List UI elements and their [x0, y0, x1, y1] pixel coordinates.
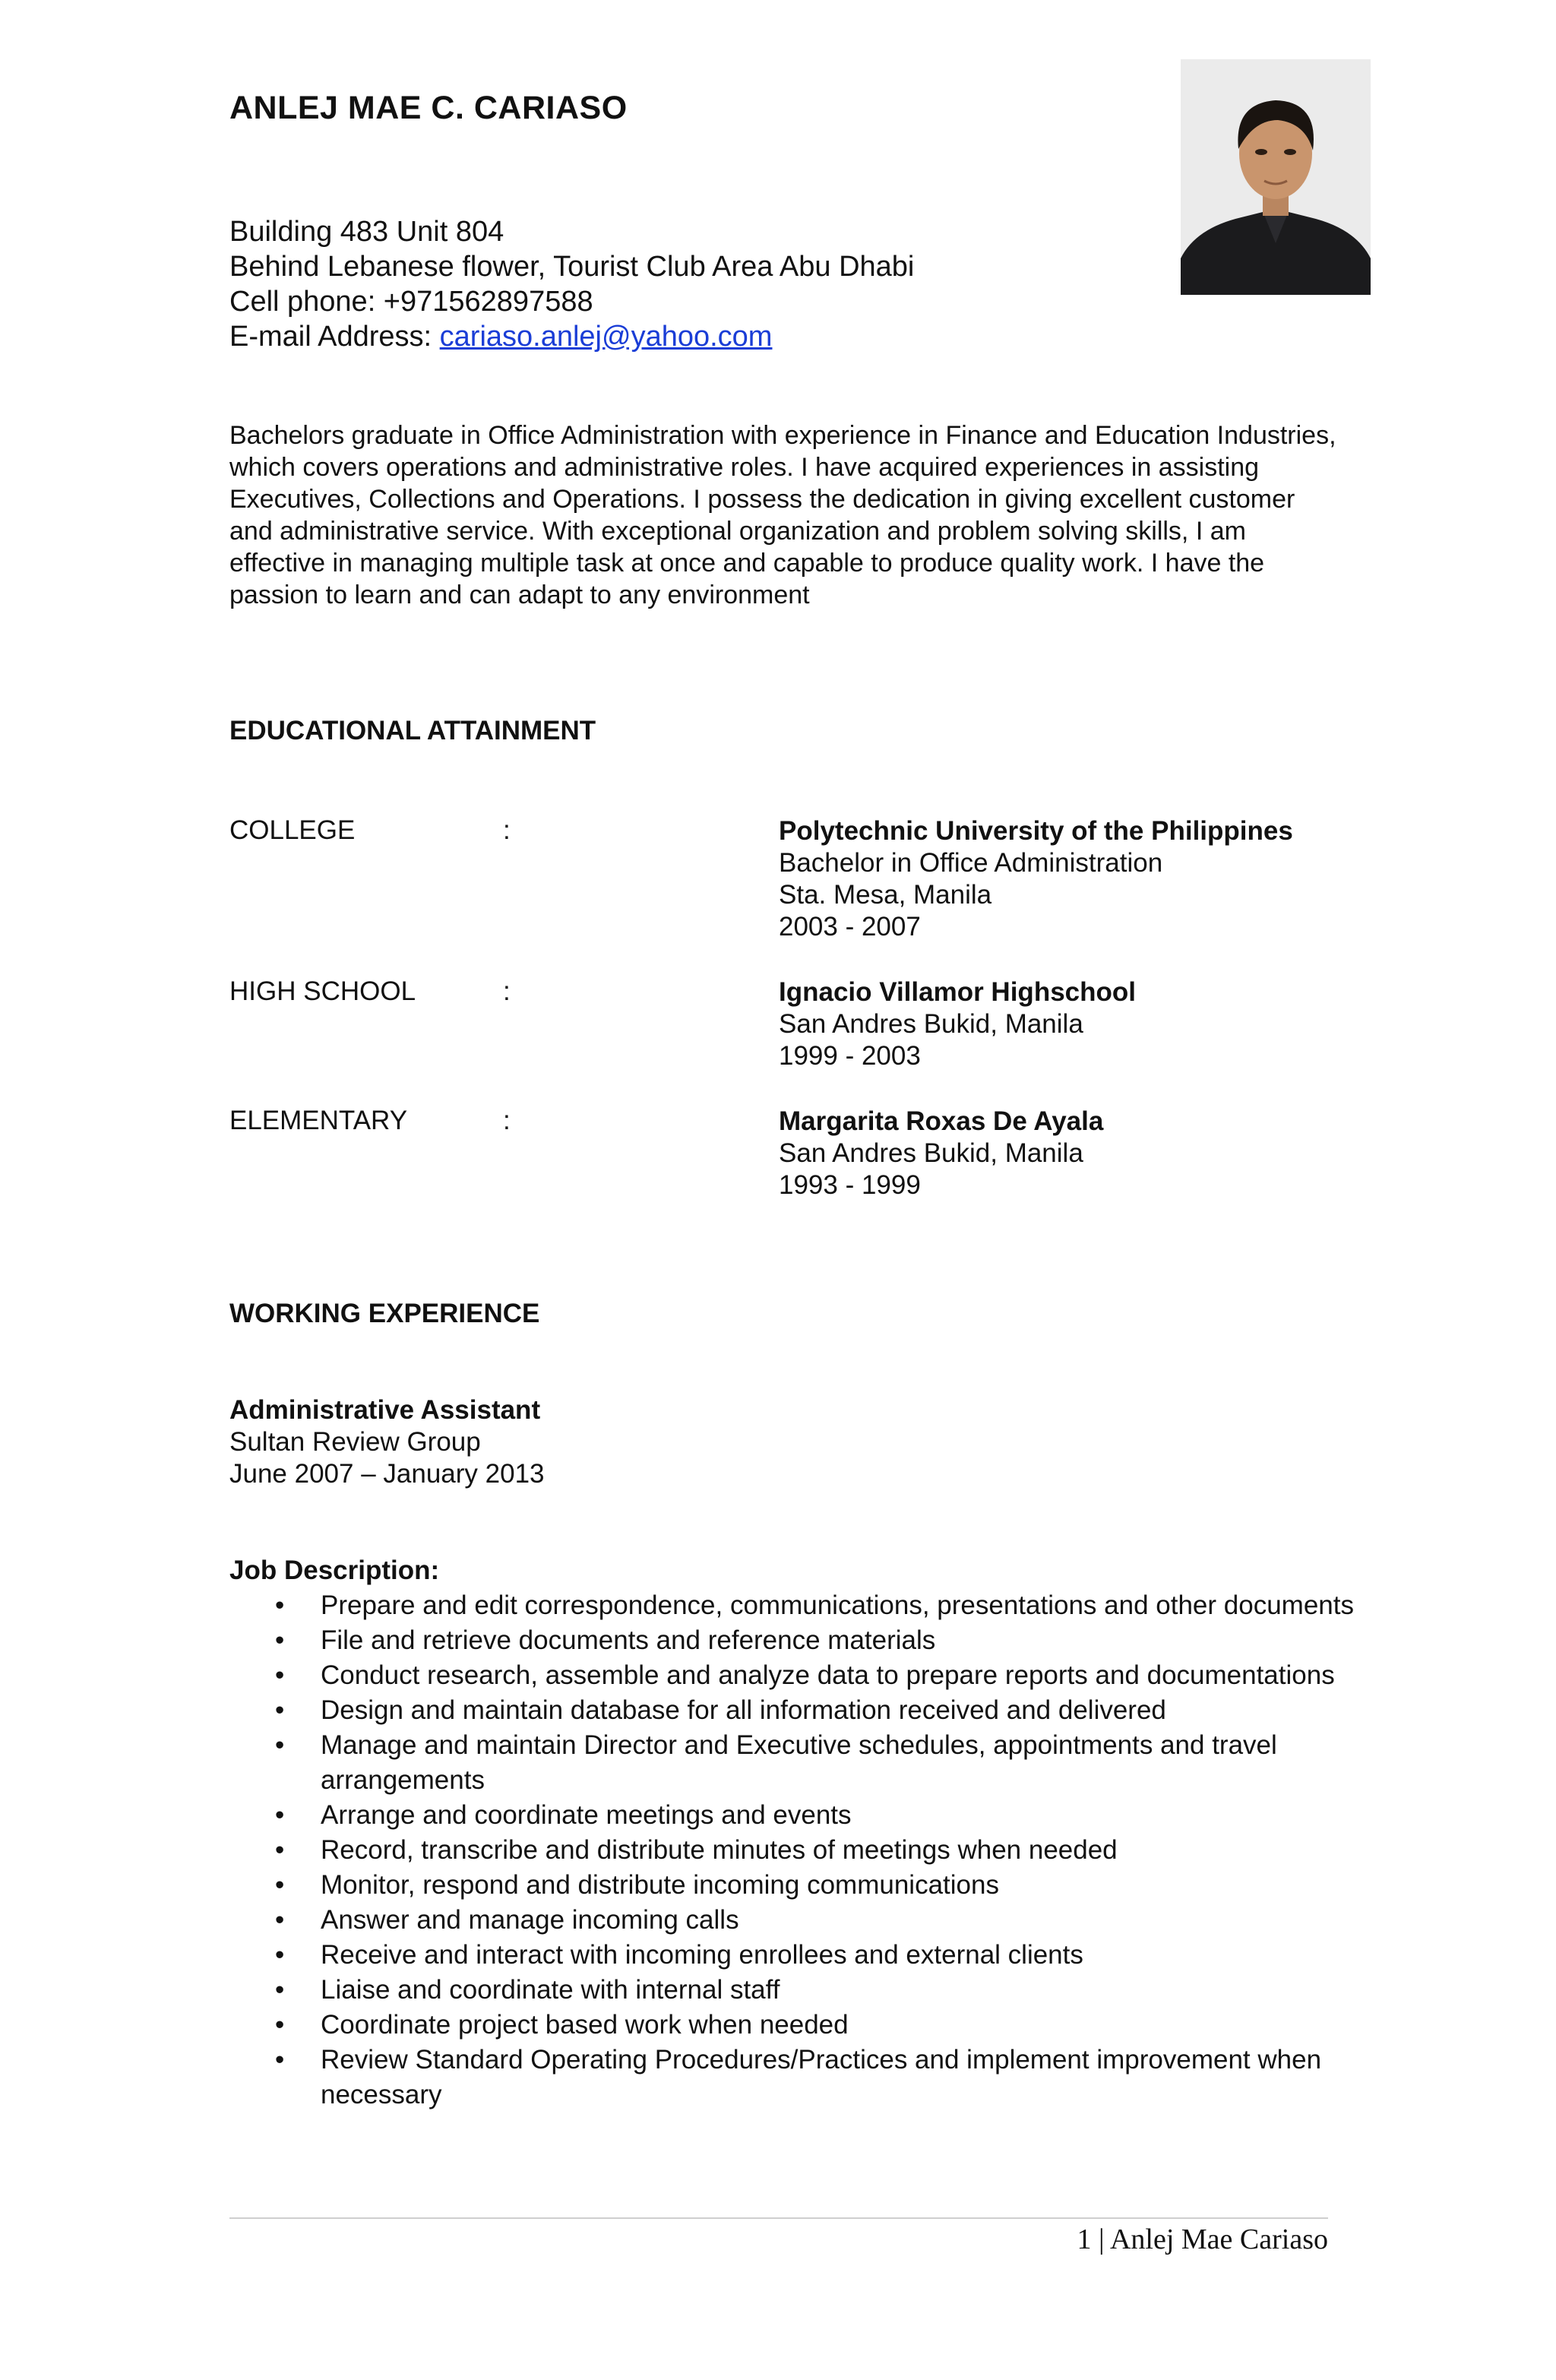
professional-summary: Bachelors graduate in Office Administration with experience in Finance and Education Industries, which covers operations and administrative roles. I have acquired experiences in assisting Executives, Collections and Operations. I possess the dedication in giving excellent customer and administrative service. With exceptional organization and problem solving skills, I am effective in managing multiple task at once and capable to produce quality work. I have the passion to learn and can adapt to any environment: [229, 421, 1336, 609]
list-item: • Receive and interact with incoming enrollees and external clients: [229, 1938, 1354, 1973]
profile-photo: [1181, 59, 1371, 295]
address-line-1: Building 483 Unit 804: [229, 216, 504, 248]
education-colon: :: [503, 976, 511, 1006]
education-colon: :: [503, 815, 511, 845]
bullet-icon: •: [275, 1835, 285, 1865]
school-detail: Sta. Mesa, Manila: [779, 880, 992, 910]
address-line-2: Behind Lebanese flower, Tourist Club Area Abu Dhabi: [229, 251, 915, 283]
education-level-elementary: ELEMENTARY: [229, 1106, 408, 1135]
bullet-icon: •: [275, 2010, 285, 2040]
school-detail: 1993 - 1999: [779, 1170, 921, 1200]
list-item: • Liaise and coordinate with internal staff: [229, 1973, 1354, 2008]
bullet-icon: •: [275, 1800, 285, 1830]
list-item: • File and retrieve documents and reference materials: [229, 1623, 1354, 1658]
email-link[interactable]: cariaso.anlej@yahoo.com: [439, 321, 773, 353]
list-item: • Conduct research, assemble and analyze data to prepare reports and documentations: [229, 1658, 1354, 1693]
list-item: • Coordinate project based work when needed: [229, 2008, 1354, 2043]
list-item: • Prepare and edit correspondence, communications, presentations and other documents: [229, 1588, 1354, 1623]
school-name: Ignacio Villamor Highschool: [779, 977, 1136, 1007]
education-colon: :: [503, 1106, 511, 1135]
footer-divider: [229, 2217, 1328, 2219]
experience-heading: WORKING EXPERIENCE: [229, 1299, 540, 1328]
bullet-icon: •: [275, 1870, 285, 1900]
bullet-icon: •: [275, 1905, 285, 1935]
list-item: • Arrange and coordinate meetings and events: [229, 1798, 1354, 1833]
bullet-icon: •: [275, 1625, 285, 1655]
bullet-icon: •: [275, 1660, 285, 1690]
bullet-icon: •: [275, 2045, 285, 2075]
school-detail: 2003 - 2007: [779, 912, 921, 942]
education-level-college: COLLEGE: [229, 815, 356, 845]
list-item: • Manage and maintain Director and Executive schedules, appointments and travel arrangements: [229, 1728, 1354, 1798]
list-item: • Answer and manage incoming calls: [229, 1903, 1354, 1938]
list-item: • Review Standard Operating Procedures/Practices and implement improvement when necessary: [229, 2043, 1354, 2113]
cell-phone: Cell phone: +971562897588: [229, 286, 593, 318]
bullet-icon: •: [275, 1695, 285, 1725]
list-item: • Record, transcribe and distribute minutes of meetings when needed: [229, 1833, 1354, 1868]
bullet-icon: •: [275, 1975, 285, 2005]
education-level-high-school: HIGH SCHOOL: [229, 976, 416, 1006]
email-label: E-mail Address:: [229, 321, 440, 353]
email-line: [229, 319, 772, 354]
candidate-name: ANLEJ MAE C. CARIASO: [229, 90, 628, 126]
person-portrait-icon: [1181, 59, 1371, 295]
school-name: Margarita Roxas De Ayala: [779, 1106, 1104, 1136]
bullet-icon: •: [275, 1730, 285, 1760]
school-detail: San Andres Bukid, Manila: [779, 1138, 1083, 1168]
page-footer: 1 | Anlej Mae Cariaso: [1077, 2223, 1328, 2255]
job-duties-list: [229, 1588, 1354, 2113]
education-heading: EDUCATIONAL ATTAINMENT: [229, 716, 596, 745]
list-item: • Design and maintain database for all information received and delivered: [229, 1693, 1354, 1728]
education-entry-high-school: [779, 976, 1136, 1072]
job-title: Administrative Assistant: [229, 1395, 541, 1425]
school-name: Polytechnic University of the Philippines: [779, 816, 1293, 846]
bullet-icon: •: [275, 1590, 285, 1620]
company-name: Sultan Review Group: [229, 1427, 481, 1457]
job-entry: [229, 1394, 545, 1490]
education-entry-college: [779, 815, 1293, 943]
education-entry-elementary: [779, 1106, 1103, 1201]
employment-period: June 2007 – January 2013: [229, 1459, 545, 1489]
bullet-icon: •: [275, 1940, 285, 1970]
school-detail: 1999 - 2003: [779, 1041, 921, 1071]
list-item: • Monitor, respond and distribute incoming communications: [229, 1868, 1354, 1903]
job-description-heading: Job Description:: [229, 1556, 440, 1585]
school-detail: Bachelor in Office Administration: [779, 848, 1163, 878]
school-detail: San Andres Bukid, Manila: [779, 1009, 1083, 1039]
